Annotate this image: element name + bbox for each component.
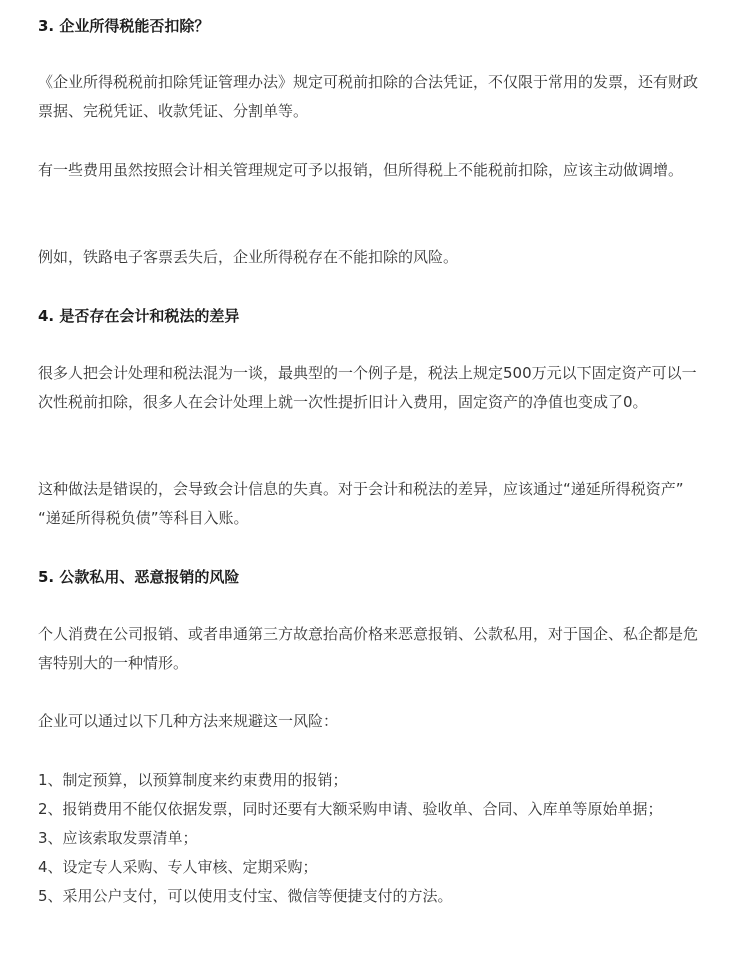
paragraph-methods-intro: 企业可以通过以下几种方法来规避这一风险：	[38, 712, 339, 730]
risk-avoidance-list	[38, 766, 700, 911]
section-heading-5: 5. 公款私用、恶意报销的风险	[38, 568, 240, 586]
paragraph-adjust-increase: 有一些费用虽然按照会计相关管理规定可予以报销，但所得税上不能税前扣除，应该主动做调增。	[38, 161, 684, 179]
list-item: 2、报销费用不能仅依据发票，同时还要有大额采购申请、验收单、合同、入库单等原始单据；	[38, 800, 663, 818]
paragraph-railway-ticket: 例如，铁路电子客票丢失后，企业所得税存在不能扣除的风险。	[38, 248, 459, 266]
paragraph-deduction-vouchers: 《企业所得税税前扣除凭证管理办法》规定可税前扣除的合法凭证，不仅限于常用的发票，还有财政票据、完税凭证、收款凭证、分割单等。	[38, 73, 699, 120]
section-heading-3: 3. 企业所得税能否扣除？	[38, 17, 210, 35]
list-item: 5、采用公户支付，可以使用支付宝、微信等便捷支付的方法。	[38, 887, 453, 905]
list-item: 1、制定预算，以预算制度来约束费用的报销；	[38, 771, 348, 789]
list-item: 4、设定专人采购、专人审核、定期采购；	[38, 858, 318, 876]
section-heading-4: 4. 是否存在会计和税法的差异	[38, 307, 240, 325]
list-item: 3、应该索取发票清单；	[38, 829, 198, 847]
paragraph-accounting-vs-tax: 很多人把会计处理和税法混为一谈，最典型的一个例子是，税法上规定500万元以下固定资产可以一次性税前扣除，很多人在会计处理上就一次性提折旧计入费用，固定资产的净值也变成了0。	[38, 364, 697, 411]
paragraph-malicious-reimbursement: 个人消费在公司报销、或者串通第三方故意抬高价格来恶意报销、公款私用，对于国企、私企都是危害特别大的一种情形。	[38, 625, 699, 672]
paragraph-deferred-tax: 这种做法是错误的，会导致会计信息的失真。对于会计和税法的差异，应该通过“递延所得税资产” “递延所得税负债”等科目入账。	[38, 480, 684, 527]
